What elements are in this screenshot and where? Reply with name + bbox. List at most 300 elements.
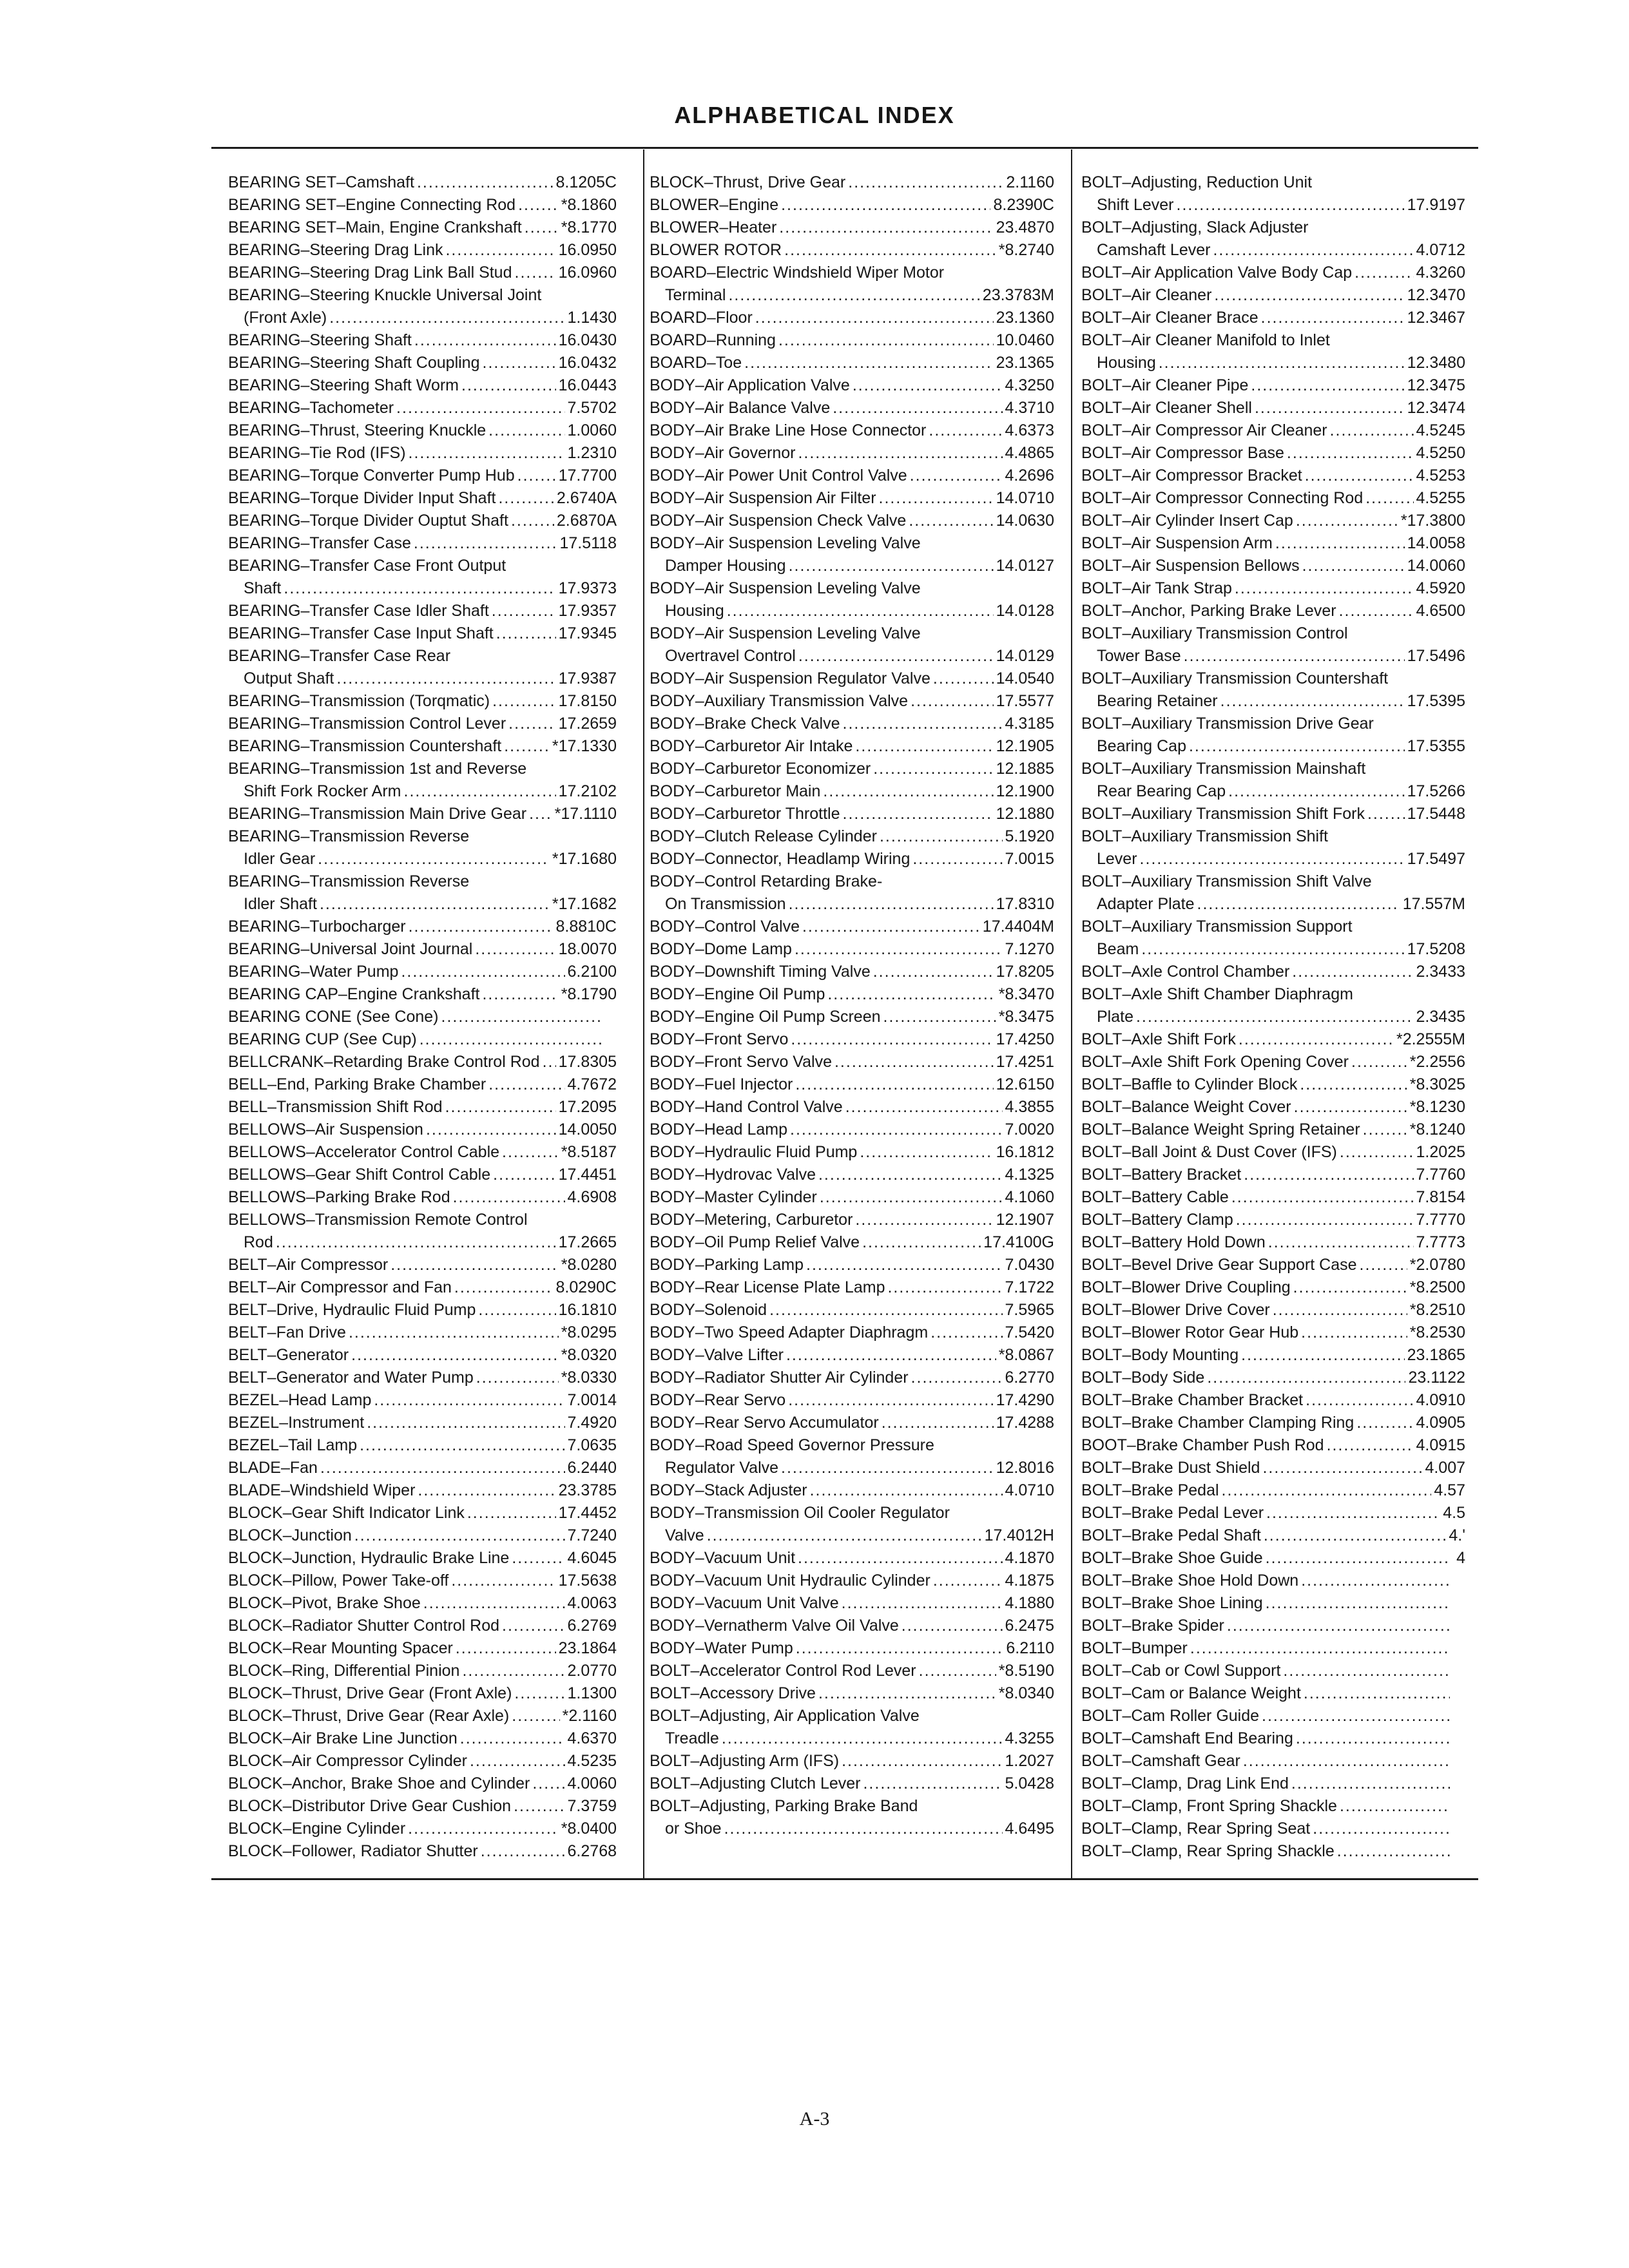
dot-leader [1327, 1434, 1414, 1457]
entry-reference-number: 17.4290 [996, 1391, 1054, 1409]
dot-leader [769, 1299, 1002, 1321]
index-entry [228, 1795, 617, 1818]
index-entry-line [650, 916, 1054, 938]
entry-reference-number: 4.6500 [1416, 602, 1465, 620]
dot-leader [1337, 1840, 1450, 1863]
index-entry-line [650, 239, 1054, 262]
entry-term: BOLT–Brake Chamber Bracket [1081, 1391, 1304, 1409]
dot-leader [1244, 1164, 1413, 1186]
dot-leader [834, 1051, 994, 1073]
index-entry [228, 397, 617, 419]
dot-leader [414, 532, 557, 555]
entry-reference-number: 6.2475 [1005, 1617, 1054, 1635]
dot-leader [930, 1321, 1002, 1344]
top-rule [211, 147, 1478, 149]
index-entry-line [650, 1299, 1054, 1321]
entry-reference-number: 4.1870 [1005, 1549, 1054, 1567]
index-entry-line [1081, 1141, 1465, 1164]
entry-term: BLOCK–Pillow, Power Take-off [228, 1571, 449, 1590]
entry-term: BEARING–Steering Shaft [228, 331, 412, 349]
index-entry [228, 961, 617, 983]
dot-leader [1363, 1119, 1407, 1141]
entry-term: BODY–Water Pump [650, 1639, 793, 1657]
entry-term: BODY–Downshift Timing Valve [650, 963, 871, 981]
index-entry [650, 171, 1054, 194]
entry-reference-number: 4.6370 [567, 1729, 617, 1747]
entry-reference-number: 17.2665 [558, 1233, 617, 1251]
dot-leader [475, 938, 555, 961]
dot-leader [1251, 374, 1404, 397]
index-entry [228, 510, 617, 532]
dot-leader [318, 848, 550, 870]
index-entry-line [1081, 848, 1465, 870]
index-entry-line [1081, 690, 1465, 713]
entry-term: BOLT–Air Compressor Connecting Rod [1081, 489, 1364, 507]
entry-term: BODY–Master Cylinder [650, 1188, 817, 1206]
index-entry-line [1081, 600, 1465, 622]
entry-reference-number: 17.5355 [1407, 737, 1465, 755]
entry-term: BOLT–Brake Pedal Lever [1081, 1504, 1264, 1522]
index-entry-line [228, 397, 617, 419]
index-entry [1081, 216, 1465, 262]
entry-reference-number: 2.3433 [1416, 963, 1465, 981]
entry-reference-number: 4.6908 [567, 1188, 617, 1206]
index-entry [1081, 487, 1465, 510]
index-entry [228, 983, 617, 1006]
index-entry [228, 1840, 617, 1863]
index-entry [650, 487, 1054, 510]
index-entry-line [1081, 194, 1465, 216]
entry-reference-number: 8.2390C [993, 196, 1054, 214]
dot-leader [351, 1344, 559, 1367]
index-entry-line [228, 713, 617, 735]
dot-leader [853, 374, 1003, 397]
entry-term: Tower Base [1097, 647, 1181, 665]
entry-term: BOLT–Adjusting Clutch Lever [650, 1774, 861, 1792]
entry-reference-number: *8.1240 [1409, 1120, 1465, 1139]
entry-term: BOLT–Axle Shift Fork [1081, 1030, 1236, 1048]
dot-leader [445, 239, 555, 262]
index-entry-line [1081, 983, 1465, 1006]
dot-leader [1304, 1682, 1450, 1705]
index-entry [1081, 1773, 1465, 1795]
index-entry [1081, 961, 1465, 983]
dot-leader [911, 690, 994, 713]
entry-term: BLOWER–Heater [650, 218, 777, 236]
entry-reference-number: 7.1270 [1005, 940, 1054, 958]
index-entry [228, 1051, 617, 1073]
index-entry [228, 1186, 617, 1209]
entry-term: BEARING CUP (See Cup) [228, 1030, 417, 1048]
index-entry [1081, 1073, 1465, 1096]
entry-reference-number: 4.6495 [1005, 1820, 1054, 1838]
dot-leader [798, 442, 1002, 465]
entry-reference-number: 4.4865 [1005, 444, 1054, 462]
index-entry [1081, 329, 1465, 374]
entry-reference-number: 17.5395 [1407, 692, 1465, 710]
entry-term: BOLT–Auxiliary Transmission Countershaft [1081, 669, 1389, 687]
entry-reference-number: 6.2100 [567, 963, 617, 981]
entry-term: BOLT–Battery Bracket [1081, 1166, 1242, 1184]
entry-term: BOLT–Air Cleaner [1081, 286, 1212, 304]
entry-reference-number: 4.1875 [1005, 1571, 1054, 1590]
entry-reference-number: 23.3783M [982, 286, 1054, 304]
index-entry-line [1081, 645, 1465, 668]
index-entry-line [1081, 1412, 1465, 1434]
index-entry-line [650, 668, 1054, 690]
index-entry-line [228, 374, 617, 397]
dot-leader [284, 577, 555, 600]
entry-reference-number: 7.0020 [1005, 1120, 1054, 1139]
dot-leader [789, 893, 994, 916]
entry-term: BLOCK–Thrust, Drive Gear (Front Axle) [228, 1684, 512, 1702]
index-entry-line [228, 1570, 617, 1592]
entry-reference-number: 4.5920 [1416, 579, 1465, 597]
index-entry-line [228, 645, 617, 668]
index-entry-line [1081, 893, 1465, 916]
entry-term: BOLT–Brake Pedal Shaft [1081, 1526, 1261, 1544]
entry-term: Camshaft Lever [1097, 241, 1211, 259]
entry-term: BODY–Connector, Headlamp Wiring [650, 850, 911, 868]
index-entry-line [650, 1570, 1054, 1592]
entry-term: BEARING–Transfer Case Rear [228, 647, 451, 665]
index-entry [1081, 532, 1465, 555]
entry-reference-number: 12.6150 [996, 1075, 1054, 1093]
dot-leader [779, 216, 993, 239]
index-entry [1081, 1637, 1465, 1660]
index-entry-line [228, 870, 617, 893]
index-entry-line [228, 1254, 617, 1276]
entry-reference-number: 4.0915 [1416, 1436, 1465, 1454]
entry-term: BEARING–Transmission Countershaft [228, 737, 502, 755]
entry-term: BELL–End, Parking Brake Chamber [228, 1075, 487, 1093]
entry-term: BOLT–Blower Rotor Gear Hub [1081, 1323, 1299, 1341]
index-entry-line [228, 1524, 617, 1547]
entry-reference-number: 4.3260 [1416, 264, 1465, 282]
entry-reference-number: 17.5496 [1407, 647, 1465, 665]
entry-reference-number: *8.3470 [998, 985, 1054, 1003]
entry-reference-number: 4.5250 [1416, 444, 1465, 462]
index-entry [1081, 465, 1465, 487]
entry-term: BOLT–Camshaft End Bearing [1081, 1729, 1293, 1747]
dot-leader [460, 1727, 565, 1750]
dot-leader [1273, 1299, 1407, 1321]
entry-term: BLOCK–Ring, Differential Pinion [228, 1662, 460, 1680]
index-entry-line [650, 419, 1054, 442]
entry-term: Treadle [665, 1729, 719, 1747]
index-entry [650, 442, 1054, 465]
index-entry [1081, 1682, 1465, 1705]
entry-reference-number: *8.1790 [561, 985, 617, 1003]
index-entry [228, 916, 617, 938]
index-entry-line [1081, 1051, 1465, 1073]
entry-reference-number: 7.7773 [1416, 1233, 1465, 1251]
entry-term: BOLT–Adjusting, Slack Adjuster [1081, 218, 1309, 236]
dot-leader [1291, 1773, 1450, 1795]
entry-term: BLOCK–Junction, Hydraulic Brake Line [228, 1549, 510, 1567]
entry-reference-number: 17.8310 [996, 895, 1054, 913]
index-entry-line [650, 1524, 1054, 1547]
dot-leader [823, 780, 993, 803]
dot-leader [1330, 419, 1414, 442]
index-entry-line [1081, 397, 1465, 419]
entry-term: BOLT–Cab or Cowl Support [1081, 1662, 1281, 1680]
entry-term: BODY–Vernatherm Valve Oil Valve [650, 1617, 899, 1635]
dot-leader [467, 1502, 556, 1524]
entry-reference-number: 6.2769 [567, 1617, 617, 1635]
index-entry-line [1081, 1660, 1465, 1682]
index-entry [1081, 1299, 1465, 1321]
index-entry-line [228, 893, 617, 916]
entry-term: BLOCK–Air Brake Line Junction [228, 1729, 458, 1747]
entry-reference-number: 16.0960 [558, 264, 617, 282]
index-entry-line [228, 1367, 617, 1389]
index-entry [228, 1750, 617, 1773]
dot-leader [354, 1524, 565, 1547]
index-entry-line [650, 938, 1054, 961]
entry-reference-number: 12.3467 [1407, 309, 1465, 327]
entry-term: BEARING–Tachometer [228, 399, 394, 417]
entry-reference-number: 4.7672 [567, 1075, 617, 1093]
index-entry-line [650, 1254, 1054, 1276]
index-entry-line [650, 1795, 1054, 1818]
entry-reference-number: 4.0063 [567, 1594, 617, 1612]
index-entry [1081, 1186, 1465, 1209]
entry-term: BOLT–Camshaft Gear [1081, 1752, 1240, 1770]
entry-term: BODY–Parking Lamp [650, 1256, 804, 1274]
index-entry [1081, 1096, 1465, 1119]
dot-leader [827, 983, 996, 1006]
entry-term: BOLT–Air Cylinder Insert Cap [1081, 512, 1293, 530]
index-entry [1081, 1840, 1465, 1863]
entry-reference-number: 4.1325 [1005, 1166, 1054, 1184]
entry-term: BODY–Front Servo [650, 1030, 789, 1048]
entry-reference-number: 17.9345 [558, 624, 617, 642]
entry-reference-number: 17.2659 [558, 715, 617, 733]
entry-reference-number: *8.0330 [561, 1369, 617, 1387]
entry-term: BEARING–Steering Shaft Coupling [228, 354, 480, 372]
entry-reference-number: *8.2740 [998, 241, 1054, 259]
index-entry [228, 465, 617, 487]
entry-term: BLOCK–Thrust, Drive Gear (Rear Axle) [228, 1707, 510, 1725]
index-entry [1081, 1412, 1465, 1434]
index-entry [650, 397, 1054, 419]
dot-leader [1275, 532, 1405, 555]
entry-reference-number: *17.1110 [554, 805, 617, 823]
entry-term: BEARING–Transmission (Torqmatic) [228, 692, 490, 710]
index-entry-line [650, 465, 1054, 487]
entry-reference-number: 4.3855 [1005, 1098, 1054, 1116]
index-entry-line [650, 262, 1054, 284]
index-entry-line [650, 735, 1054, 758]
index-entry-line [1081, 1321, 1465, 1344]
entry-term: BOLT–Brake Dust Shield [1081, 1459, 1260, 1477]
entry-reference-number: 12.1905 [996, 737, 1054, 755]
index-entry [650, 780, 1054, 803]
entry-reference-number: 4.5235 [567, 1752, 617, 1770]
entry-term: BELT–Drive, Hydraulic Fluid Pump [228, 1301, 476, 1319]
index-entry-line [228, 1051, 617, 1073]
index-entry-line [650, 848, 1054, 870]
index-entry [650, 1479, 1054, 1502]
dot-leader [1287, 442, 1414, 465]
index-entry [228, 329, 617, 352]
index-entry-line [650, 532, 1054, 555]
entry-term: BOLT–Air Cleaner Shell [1081, 399, 1252, 417]
entry-term: BOLT–Body Mounting [1081, 1346, 1239, 1364]
entry-term: BOLT–Bevel Drive Gear Support Case [1081, 1256, 1357, 1274]
index-entry-line [1081, 668, 1465, 690]
entry-reference-number: 6.2440 [567, 1459, 617, 1477]
dot-leader [798, 1547, 1003, 1570]
index-entry-line [1081, 1028, 1465, 1051]
dot-leader [508, 713, 555, 735]
entry-reference-number: *2.1160 [562, 1707, 617, 1725]
index-entry [228, 1254, 617, 1276]
index-entry-line [228, 329, 617, 352]
dot-leader [1177, 194, 1405, 216]
dot-leader [482, 983, 558, 1006]
index-entry [228, 284, 617, 329]
entry-reference-number: 17.5118 [559, 534, 617, 552]
index-entry-line [1081, 1750, 1465, 1773]
index-entry [1081, 803, 1465, 825]
index-entry-line [650, 1051, 1054, 1073]
entry-term: BEARING–Transmission Reverse [228, 827, 470, 845]
entry-reference-number: 7.3759 [567, 1797, 617, 1815]
index-entry [1081, 1818, 1465, 1840]
dot-leader [810, 1479, 1003, 1502]
index-entry [1081, 1750, 1465, 1773]
entry-term: BOLT–Bumper [1081, 1639, 1188, 1657]
index-entry-line [650, 1276, 1054, 1299]
entry-reference-number: 17.9197 [1407, 196, 1465, 214]
index-entry-line [1081, 1840, 1465, 1863]
entry-term: BODY–Air Suspension Leveling Valve [650, 579, 921, 597]
entry-reference-number: 23.1864 [558, 1639, 617, 1657]
index-column-1 [228, 171, 617, 1863]
dot-leader [320, 893, 550, 916]
dot-leader [401, 961, 564, 983]
entry-term: Rear Bearing Cap [1097, 782, 1226, 800]
index-entry [650, 1209, 1054, 1231]
dot-leader [493, 1164, 555, 1186]
entry-term: Housing [1097, 354, 1156, 372]
entry-reference-number: 1.2025 [1416, 1143, 1465, 1161]
index-entry-line [650, 487, 1054, 510]
index-entry [228, 735, 617, 758]
index-entry-line [650, 1773, 1054, 1795]
entry-reference-number: 17.9357 [558, 602, 617, 620]
entry-term: BOLT–Brake Pedal [1081, 1481, 1219, 1499]
index-entry [650, 1660, 1054, 1682]
entry-term: BELLOWS–Air Suspension [228, 1120, 423, 1139]
entry-term: BLOCK–Distributor Drive Gear Cushion [228, 1797, 512, 1815]
entry-term: BODY–Carburetor Economizer [650, 760, 871, 778]
entry-reference-number: *2.2556 [1409, 1053, 1465, 1071]
entry-term: BEARING–Tie Rod (IFS) [228, 444, 406, 462]
index-entry-line [228, 622, 617, 645]
index-entry-line [650, 1750, 1054, 1773]
dot-leader [880, 825, 1003, 848]
dot-leader [470, 1750, 565, 1773]
index-entry [228, 171, 617, 194]
index-entry [650, 1795, 1054, 1840]
index-entry-line [1081, 1186, 1465, 1209]
entry-term: BOLT–Brake Shoe Lining [1081, 1594, 1263, 1612]
dot-leader [514, 1682, 564, 1705]
entry-reference-number: *8.0400 [561, 1820, 617, 1838]
index-entry-line [1081, 1344, 1465, 1367]
entry-term: BODY–Air Suspension Leveling Valve [650, 624, 921, 642]
dot-leader [842, 1750, 1002, 1773]
entry-reference-number: 17.2095 [558, 1098, 617, 1116]
entry-term: BODY–Air Suspension Air Filter [650, 489, 876, 507]
index-entry-line [228, 1840, 617, 1863]
entry-term: BODY–Hand Control Valve [650, 1098, 843, 1116]
entry-reference-number: 17.8150 [558, 692, 617, 710]
index-entry [1081, 1254, 1465, 1276]
entry-term: BOLT–Accelerator Control Rod Lever [650, 1662, 916, 1680]
index-entry-line [228, 961, 617, 983]
entry-term: BOLT–Clamp, Drag Link End [1081, 1774, 1289, 1792]
dot-leader [1294, 1096, 1407, 1119]
dot-leader [492, 600, 556, 622]
index-entry [650, 1570, 1054, 1592]
index-entry-line [228, 1502, 617, 1524]
dot-leader [778, 329, 994, 352]
index-entry-line [650, 1096, 1054, 1119]
index-entry [1081, 577, 1465, 600]
index-entry [228, 690, 617, 713]
entry-reference-number: 7.0635 [567, 1436, 617, 1454]
entry-reference-number: 23.4870 [996, 218, 1054, 236]
index-entry-line [650, 1344, 1054, 1367]
entry-term: BLOCK–Gear Shift Indicator Link [228, 1504, 465, 1522]
index-entry [650, 690, 1054, 713]
entry-term: BODY–Vacuum Unit Valve [650, 1594, 839, 1612]
index-entry [1081, 555, 1465, 577]
dot-leader [788, 1389, 993, 1412]
dot-leader [910, 465, 1003, 487]
dot-leader [514, 1795, 564, 1818]
index-entry [650, 1367, 1054, 1389]
dot-leader [1207, 1367, 1405, 1389]
entry-reference-number: 16.0950 [558, 241, 617, 259]
index-entry [650, 1276, 1054, 1299]
index-entry-line [228, 532, 617, 555]
dot-leader [1351, 1051, 1407, 1073]
index-entry-line [1081, 284, 1465, 307]
index-entry-line [1081, 1073, 1465, 1096]
entry-reference-number: *8.0280 [561, 1256, 617, 1274]
entry-term: BODY–Dome Lamp [650, 940, 792, 958]
index-entry-line [1081, 1727, 1465, 1750]
entry-term: BODY–Air Balance Valve [650, 399, 831, 417]
index-entry-line [1081, 870, 1465, 893]
index-entry [228, 1119, 617, 1141]
dot-leader [1306, 1389, 1413, 1412]
index-entry-line [1081, 329, 1465, 352]
index-entry-line [228, 1795, 617, 1818]
index-entry-line [650, 1412, 1054, 1434]
index-entry-line [1081, 532, 1465, 555]
index-column-2 [650, 171, 1054, 1840]
entry-term: BOLT–Axle Shift Chamber Diaphragm [1081, 985, 1353, 1003]
index-entry [228, 870, 617, 916]
index-entry [228, 1209, 617, 1254]
index-entry [228, 216, 617, 239]
